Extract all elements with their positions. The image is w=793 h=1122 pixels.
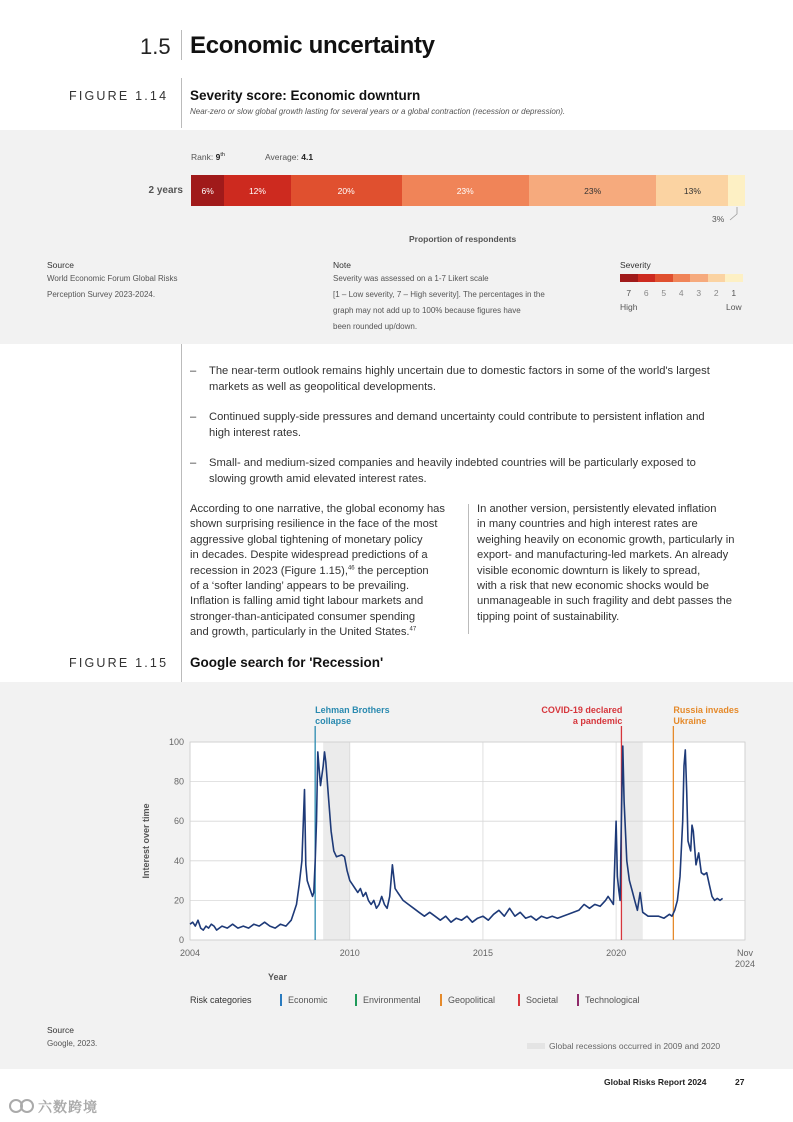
severity-scale <box>620 274 750 304</box>
legend-item: Environmental <box>355 994 421 1006</box>
paragraph-left: According to one narrative, the global economy has shown surprising resilience in the face of the most aggressive global tightening of monetary policy in decades. Despite widespread predictions of a recession in 2023 (Figure 1.15),$^{46}$ the perception of a ‘softer landing’ appears to be prevailing. Inflation is falling amid tight labour markets and stronger-than-anticipated consumer spending and growth, particularly in the United States.$^{47}$ <box>190 503 445 639</box>
x-tick-label: 2010 <box>339 948 360 958</box>
bar-segment <box>224 175 290 206</box>
x-tick-label: 2020 <box>606 948 627 958</box>
figure-114-title: Severity score: Economic downturn <box>190 88 421 103</box>
x-tick-label: 2024 <box>734 959 756 969</box>
recession-note: Global recessions occurred in 2009 and 2020 <box>549 1041 721 1051</box>
severity-swatch <box>638 274 656 282</box>
event-label: Lehman Brothers <box>315 705 390 715</box>
y-tick-label: 40 <box>173 855 184 866</box>
x-tick-label: Nov <box>736 948 754 958</box>
y-tick-label: 80 <box>173 776 184 787</box>
bar-segment <box>728 175 745 206</box>
legend-item: Societal <box>518 994 558 1006</box>
figure-115-source: Source Google, 2023. <box>47 1025 98 1048</box>
bar-callout-label: 3% <box>712 214 725 224</box>
bar-segment <box>656 175 728 206</box>
severity-scale-value: 2 <box>713 288 719 298</box>
severity-swatch <box>708 274 726 282</box>
figure-114-label: FIGURE 1.14 <box>69 89 169 103</box>
severity-high-label: High <box>620 302 638 312</box>
event-label: Ukraine <box>673 716 707 726</box>
recession-search-chart <box>0 682 793 992</box>
legend-item: Technological <box>577 994 640 1006</box>
severity-swatch <box>655 274 673 282</box>
footer-report-name: Global Risks Report 2024 <box>604 1077 707 1087</box>
watermark-logo <box>8 1097 36 1115</box>
recession-swatch <box>527 1043 545 1049</box>
paragraph-right: In another version, persistently elevated inflation in many countries and high interest rates are weighing heavily on economic growth, particularly in export- and manufacturing-led markets. An already visible economic downturn is likely to spread, with a risk that new economic shocks would be unmanageable in such fragility and debt passes the tipping point of sustainability. <box>477 503 735 623</box>
watermark-text: 六数跨境 <box>38 1099 98 1115</box>
severity-swatch <box>690 274 708 282</box>
bar-segment-label: 20% <box>337 185 355 196</box>
y-tick-label: 100 <box>168 737 184 747</box>
bullet-item: – Continued supply-side pressures and demand uncertainty could contribute to persistent inflation and high interest rates. <box>190 411 705 439</box>
severity-swatch <box>620 274 638 282</box>
y-tick-label: 60 <box>173 816 184 827</box>
body-divider <box>181 344 182 649</box>
bar-segment-label: 6% <box>201 185 214 196</box>
plot-area <box>190 742 745 940</box>
y-axis-title: Interest over time <box>141 803 151 879</box>
rank-text: Rank: 9th <box>191 152 225 162</box>
x-tick-label: 2015 <box>472 948 493 958</box>
severity-swatch <box>673 274 691 282</box>
column-divider <box>468 504 469 634</box>
event-label: Russia invades <box>673 705 739 715</box>
figure-115-label: FIGURE 1.15 <box>69 656 169 670</box>
bar-segment-label: 13% <box>683 185 701 196</box>
event-label: collapse <box>315 716 352 726</box>
severity-legend: Severity 7 6 5 4 3 2 1 High Low <box>620 260 750 304</box>
y-tick-label: 20 <box>173 895 184 906</box>
severity-scale-value: 4 <box>678 288 684 298</box>
figure-115-divider <box>181 649 182 682</box>
figure-114-panel <box>0 130 793 344</box>
figure-114-note: Note Severity was assessed on a 1-7 Likert scale [1 – Low severity, 7 – High severity]. The percentages in the graph may not add up to 100% because figures have been rounded up/down. <box>333 260 545 331</box>
bar-axis-title: Proportion of respondents <box>409 234 517 244</box>
severity-scale-value: 6 <box>643 288 649 298</box>
bar-segment <box>291 175 402 206</box>
event-label: COVID-19 declared <box>541 705 623 715</box>
severity-scale-value: 5 <box>661 288 667 298</box>
severity-stacked-bar <box>191 175 745 206</box>
bar-row-label: 2 years <box>148 185 183 196</box>
recession-band <box>621 742 642 940</box>
severity-swatch <box>725 274 743 282</box>
figure-114-source: Source World Economic Forum Global Risks Perception Survey 2023-2024. <box>47 260 178 299</box>
bar-segment <box>529 175 656 206</box>
bar-segment-label: 12% <box>248 185 266 196</box>
legend-item: Geopolitical <box>440 994 495 1006</box>
event-label: a pandemic <box>572 716 623 726</box>
bar-segment <box>191 175 224 206</box>
x-axis-title: Year <box>267 972 288 982</box>
figure-115-title: Google search for 'Recession' <box>190 655 384 670</box>
page-number: 27 <box>735 1077 745 1087</box>
figure-114-divider <box>181 78 182 128</box>
severity-scale-value: 7 <box>626 288 632 298</box>
bullet-item: – Small- and medium-sized companies and heavily indebted countries will be particularly exposed to slowing growth amid elevated interest rates. <box>190 457 696 485</box>
bar-segment-label: 23% <box>584 185 602 196</box>
legend-item: Economic <box>280 994 328 1006</box>
bar-segment <box>402 175 529 206</box>
bar-segment-label: 23% <box>456 185 474 196</box>
severity-scale-value: 3 <box>696 288 702 298</box>
y-tick-label: 0 <box>178 935 184 945</box>
legend-title: Risk categories <box>190 995 252 1005</box>
x-tick-label: 2004 <box>179 948 201 958</box>
average-text: Average: 4.1 <box>265 152 314 162</box>
figure-114-subtitle: Near-zero or slow global growth lasting for several years or a global contraction (recession or depression). <box>190 107 566 116</box>
severity-scale-value: 1 <box>731 288 737 298</box>
bullet-item: – The near-term outlook remains highly uncertain due to domestic factors in some of the world's largest markets as well as geopolitical developments. <box>190 365 710 393</box>
header-divider <box>181 30 182 60</box>
section-number: 1.5 <box>140 34 171 59</box>
risk-category-legend <box>280 994 700 1008</box>
page-title: Economic uncertainty <box>190 32 435 59</box>
severity-low-label: Low <box>726 302 742 312</box>
